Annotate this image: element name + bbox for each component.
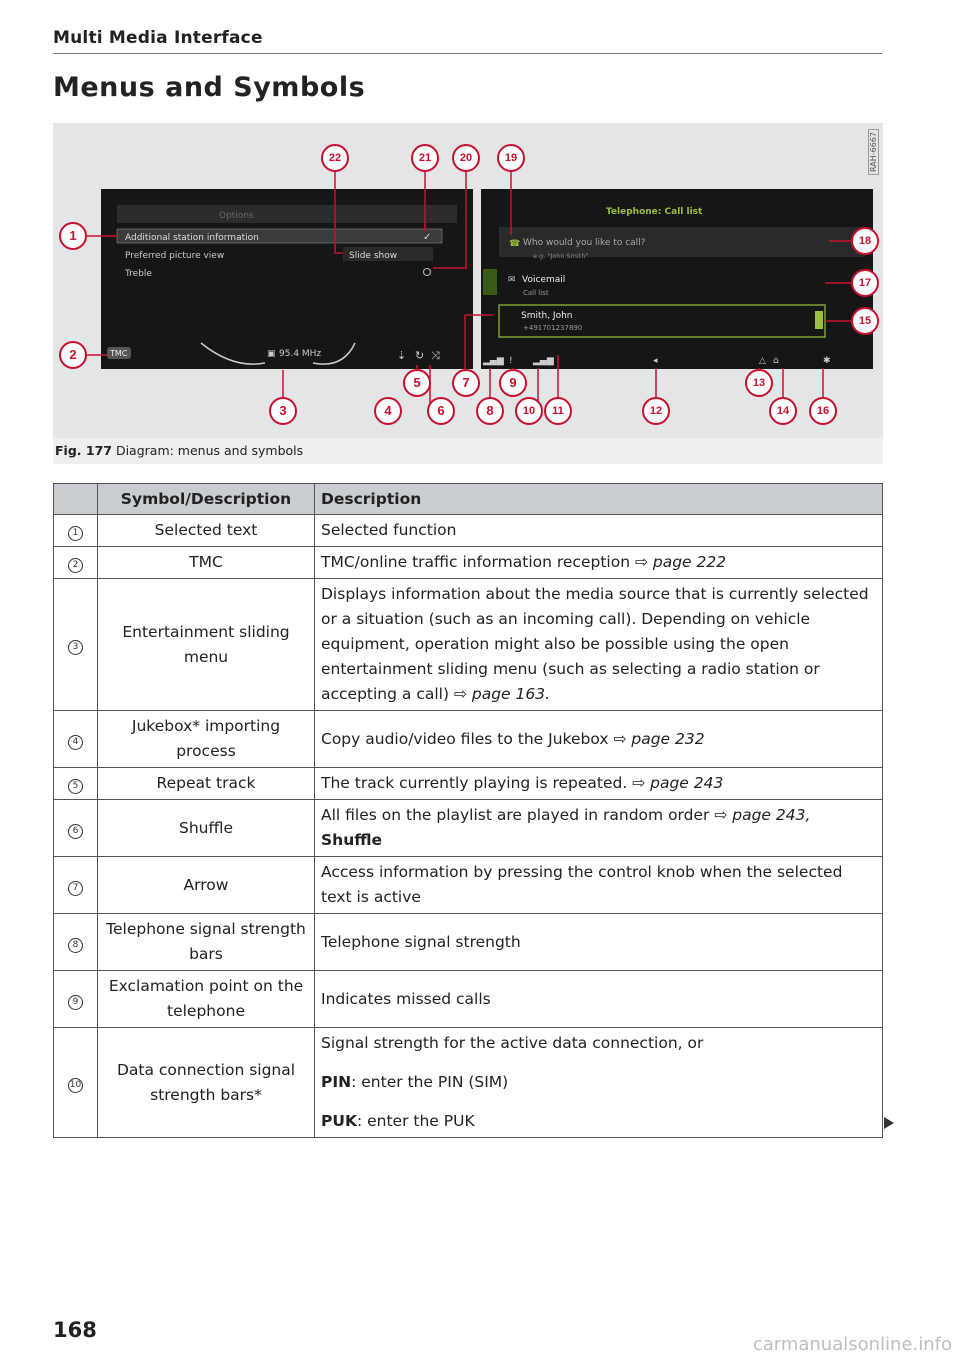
table-row (54, 515, 883, 547)
repeat-icon: ↻ (415, 349, 425, 362)
data-signal-icon: ▂▄▆ (533, 356, 554, 366)
shuffle-icon: ⤨ (431, 349, 440, 362)
frequency-label: 95.4 MHz (279, 349, 322, 359)
header-description: Description (315, 484, 883, 515)
arrow-tab (483, 269, 497, 295)
row-number-circle: 3 (68, 640, 83, 655)
description-cell: Access information by pressing the control knob when the selected text is active (315, 857, 883, 914)
page-reference-link[interactable]: ⇨ page 232 (613, 729, 705, 748)
contact-number: +491701237890 (523, 324, 583, 332)
figure-diagram (53, 123, 883, 438)
caption-text: Diagram: menus and symbols (115, 443, 304, 458)
header-num (54, 484, 98, 515)
row-number-circle: 7 (68, 881, 83, 896)
callout-11: 11 (544, 397, 572, 425)
row-number (54, 515, 98, 547)
row-number (54, 579, 98, 711)
row-number-circle: 6 (68, 824, 83, 839)
menu-item-1: Additional station information (125, 233, 259, 243)
table-row (54, 800, 883, 857)
callout-14: 14 (769, 397, 797, 425)
table-row (54, 547, 883, 579)
mute-icon: ◂ (653, 356, 658, 366)
table-row (54, 579, 883, 711)
menu-item-2: Preferred picture view (125, 251, 225, 261)
symbol-cell: Telephone signal strength bars (98, 914, 315, 971)
callout-12: 12 (642, 397, 670, 425)
row-number-circle: 5 (68, 779, 83, 794)
table-header-row (54, 484, 883, 515)
slide-show-label: Slide show (349, 251, 398, 261)
header-symbol: Symbol/Description (98, 484, 315, 515)
exclamation-phone-icon: ! (509, 356, 513, 366)
description-cell: TMC/online traffic information reception ⇨ page 222 (315, 547, 883, 579)
table-row (54, 1028, 883, 1138)
watermark: carmanualsonline.info (752, 1334, 952, 1355)
row-number-circle: 4 (68, 735, 83, 750)
callout-1: 1 (59, 222, 87, 250)
callout-17: 17 (851, 269, 879, 297)
row-number-circle: 1 (68, 526, 83, 541)
jukebox-icon: ⇣ (397, 349, 407, 362)
callout-3: 3 (269, 397, 297, 425)
symbol-cell: TMC (98, 547, 315, 579)
menu-item-3: Treble (125, 269, 152, 279)
callout-18: 18 (851, 227, 879, 255)
page-number: 168 (53, 1318, 97, 1342)
row-number (54, 971, 98, 1028)
row-number-circle: 10 (68, 1078, 83, 1093)
contact-name: Smith, John (521, 311, 573, 321)
bold-term: Shuffle (321, 831, 383, 849)
phone-signal-icon: ▂▄▆ (483, 356, 504, 366)
voicemail-icon: ✉ (508, 275, 516, 285)
symbol-cell: Arrow (98, 857, 315, 914)
symbol-cell: Data connection signal strength bars* (98, 1028, 315, 1138)
prompt-text: Who would you like to call? (523, 238, 646, 248)
callout-4: 4 (374, 397, 402, 425)
figure-caption (55, 443, 303, 458)
description-cell: All files on the playlist are played in random order ⇨ page 243, Shuffle (315, 800, 883, 857)
warning-icon: △ (759, 356, 766, 366)
description-cell: Telephone signal strength (315, 914, 883, 971)
puk-line: PUK: enter the PUK (321, 1112, 475, 1130)
pin-line: PIN: enter the PIN (SIM) (321, 1073, 509, 1091)
description-cell (315, 1028, 883, 1138)
symbol-cell: Shuffle (98, 800, 315, 857)
callout-7: 7 (452, 369, 480, 397)
car-status-icon: ⌂ (773, 356, 779, 366)
symbol-cell: Selected text (98, 515, 315, 547)
row-number (54, 914, 98, 971)
symbol-cell: Jukebox* importing process (98, 711, 315, 768)
phone-missed-icon: ☎ (509, 239, 521, 249)
callout-22: 22 (321, 144, 349, 172)
callout-21: 21 (411, 144, 439, 172)
description-cell: Selected function (315, 515, 883, 547)
row-number (54, 1028, 98, 1138)
page-reference-link[interactable]: ⇨ page 163. (453, 685, 551, 703)
row-number (54, 547, 98, 579)
row-number (54, 857, 98, 914)
continue-arrow-icon (884, 1117, 894, 1129)
callout-15: 15 (851, 307, 879, 335)
callout-13: 13 (745, 369, 773, 397)
figure-ref-code: RAH-6667 (868, 129, 879, 175)
description-cell: Copy audio/video files to the Jukebox ⇨ page 232 (315, 711, 883, 768)
table-row (54, 857, 883, 914)
desc-line: Signal strength for the active data connection, or (321, 1034, 704, 1052)
radio-icon: ▣ (267, 349, 276, 359)
page-reference-link[interactable]: ⇨ page 243, (714, 806, 811, 824)
callout-16: 16 (809, 397, 837, 425)
bluetooth-icon: ✱ (823, 356, 831, 366)
table-row (54, 914, 883, 971)
row-number (54, 800, 98, 857)
description-cell: Displays information about the media source that is currently selected or a situation (such as an incoming call). Depending on vehicle equipment, operation might also be possible using the open entertainment sliding menu (such as selecting a radio station or accepting a call) ⇨ page 163. (315, 579, 883, 711)
callout-6: 6 (427, 397, 455, 425)
callout-2: 2 (59, 341, 87, 369)
page-title: Menus and Symbols (53, 72, 366, 103)
callout-5: 5 (403, 369, 431, 397)
row-number-circle: 9 (68, 995, 83, 1010)
page-reference-link[interactable]: ⇨ page 243 (632, 774, 724, 792)
symbol-cell: Repeat track (98, 768, 315, 800)
row-number-circle: 8 (68, 938, 83, 953)
callout-19: 19 (497, 144, 525, 172)
symbol-cell: Exclamation point on the telephone (98, 971, 315, 1028)
row-number (54, 711, 98, 768)
description-cell: Indicates missed calls (315, 971, 883, 1028)
symbols-table (53, 483, 883, 1138)
callout-9: 9 (499, 369, 527, 397)
voicemail-label: Voicemail (522, 275, 566, 285)
table-row (54, 768, 883, 800)
callout-10: 10 (515, 397, 543, 425)
scroll-marker (815, 311, 823, 329)
tmc-label: TMC (110, 349, 128, 358)
row-number-circle: 2 (68, 558, 83, 573)
callout-20: 20 (452, 144, 480, 172)
options-bar (117, 205, 457, 223)
call-list-sub: Call list (523, 289, 549, 297)
page-reference-link[interactable]: ⇨ page 222 (634, 553, 727, 571)
table-body (54, 515, 883, 1138)
checkmark-icon: ✓ (423, 232, 432, 243)
header-divider (53, 53, 882, 54)
row-number (54, 768, 98, 800)
caption-label: Fig. 177 (55, 443, 112, 458)
section-header: Multi Media Interface (53, 28, 263, 48)
table-row (54, 711, 883, 768)
callout-8: 8 (476, 397, 504, 425)
description-cell: The track currently playing is repeated. ⇨ page 243 (315, 768, 883, 800)
options-label: Options (219, 211, 254, 221)
hint-text: e.g. "John Smith" (533, 252, 589, 260)
symbol-cell: Entertainment sliding menu (98, 579, 315, 711)
call-list-title: Telephone: Call list (606, 207, 703, 217)
table-row (54, 971, 883, 1028)
